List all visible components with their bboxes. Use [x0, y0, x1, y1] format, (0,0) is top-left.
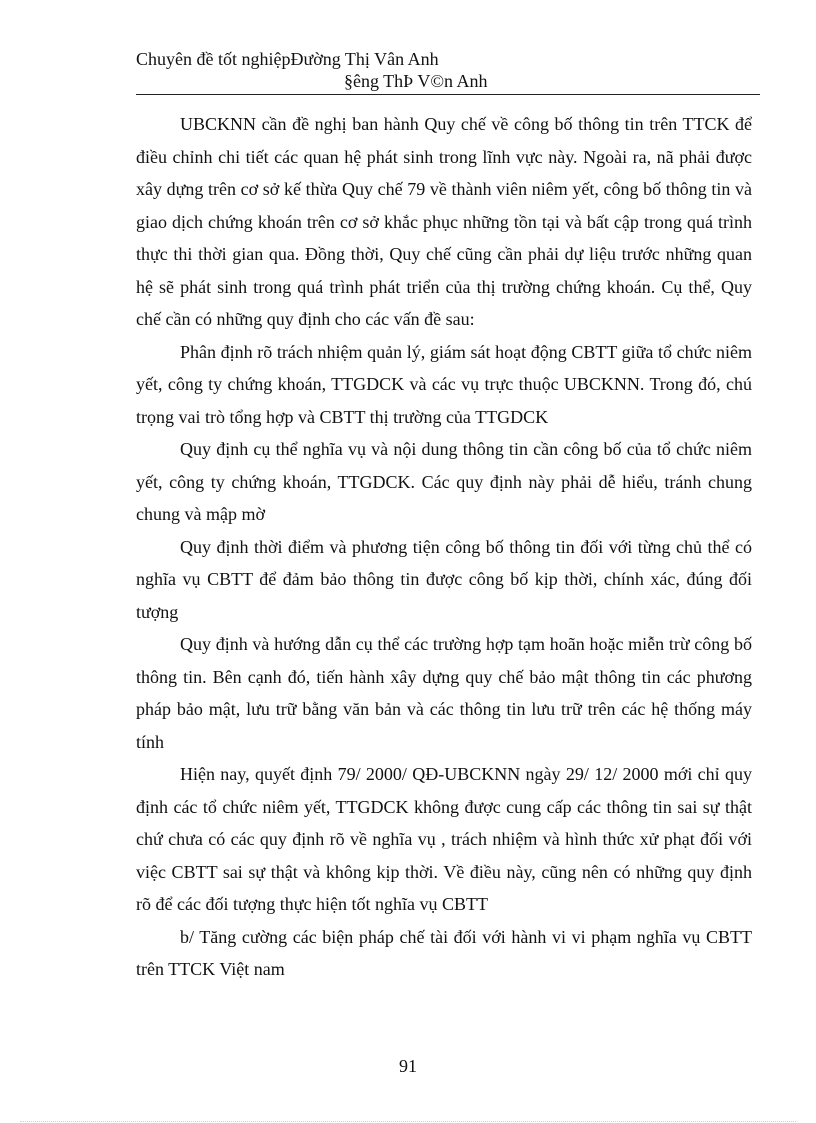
page-bottom-border — [20, 1121, 796, 1122]
paragraph: Phân định rõ trách nhiệm quản lý, giám sát hoạt động CBTT giữa tổ chức niêm yết, công ty chứng khoán, TTGDCK và các vụ trực thuộc UBCKNN. Trong đó, chú trọng vai trò tổng hợp và CBTT thị trường của TTGDCK — [136, 341, 752, 427]
header-title: Chuyên đề tốt nghiệpĐường Thị Vân Anh — [136, 49, 439, 69]
page-number: 91 — [399, 1056, 417, 1076]
paragraph: Quy định thời điểm và phương tiện công bố thông tin đối với từng chủ thể có nghĩa vụ CBTT để đảm bảo thông tin được công bố kịp thời, chính xác, đúng đối tượng — [136, 536, 752, 622]
paragraph: Quy định và hướng dẫn cụ thể các trường hợp tạm hoãn hoặc miễn trừ công bố thông tin. Bên cạnh đó, tiến hành xây dựng quy chế bảo mật thông tin các phương pháp bảo mật, lưu trữ bằng văn bản và các thông tin lưu trữ trên các hệ thống máy tính — [136, 634, 752, 752]
section-heading: b/ Tăng cường các biện pháp chế tài đối với hành vi vi phạm nghĩa vụ CBTT trên TTCK Việt nam — [136, 926, 752, 979]
paragraph: UBCKNN cần đề nghị ban hành Quy chế về công bố thông tin trên TTCK để điều chỉnh chi tiết các quan hệ phát sinh trong lĩnh vực này. Ngoài ra, nã phải được xây dựng trên cơ sở kế thừa Quy chế 79 về thành viên niêm yết, công bố thông tin và giao dịch chứng khoán trên cơ sở khắc phục những tồn tại và bất cập trong quá trình thực thi thời gian qua. Đồng thời, Quy chế cũng cần phải dự liệu trước những quan hệ sẽ phát sinh trong quá trình phát triển của thị trường chứng khoán. Cụ thể, Quy chế cần có những quy định cho các vấn đề sau: — [136, 114, 752, 329]
running-header — [136, 48, 760, 92]
paragraph: Hiện nay, quyết định 79/ 2000/ QĐ-UBCKNN ngày 29/ 12/ 2000 mới chỉ quy định các tổ chức niêm yết, TTGDCK không được cung cấp các thông tin sai sự thật chứ chưa có các quy định rõ về nghĩa vụ , trách nhiệm và hình thức xử phạt đối với việc CBTT sai sự thật và không kịp thời. Về điều này, cũng nên có những quy định rõ để các đối tượng thực hiện tốt nghĩa vụ CBTT — [136, 764, 752, 914]
header-divider — [136, 94, 760, 95]
document-body — [136, 108, 752, 986]
paragraph: Quy định cụ thể nghĩa vụ và nội dung thông tin cần công bố của tổ chức niêm yết, công ty chứng khoán, TTGDCK. Các quy định này phải dễ hiểu, tránh chung chung và mập mờ — [136, 439, 752, 524]
header-author: §êng ThÞ V©n Anh — [344, 71, 488, 91]
